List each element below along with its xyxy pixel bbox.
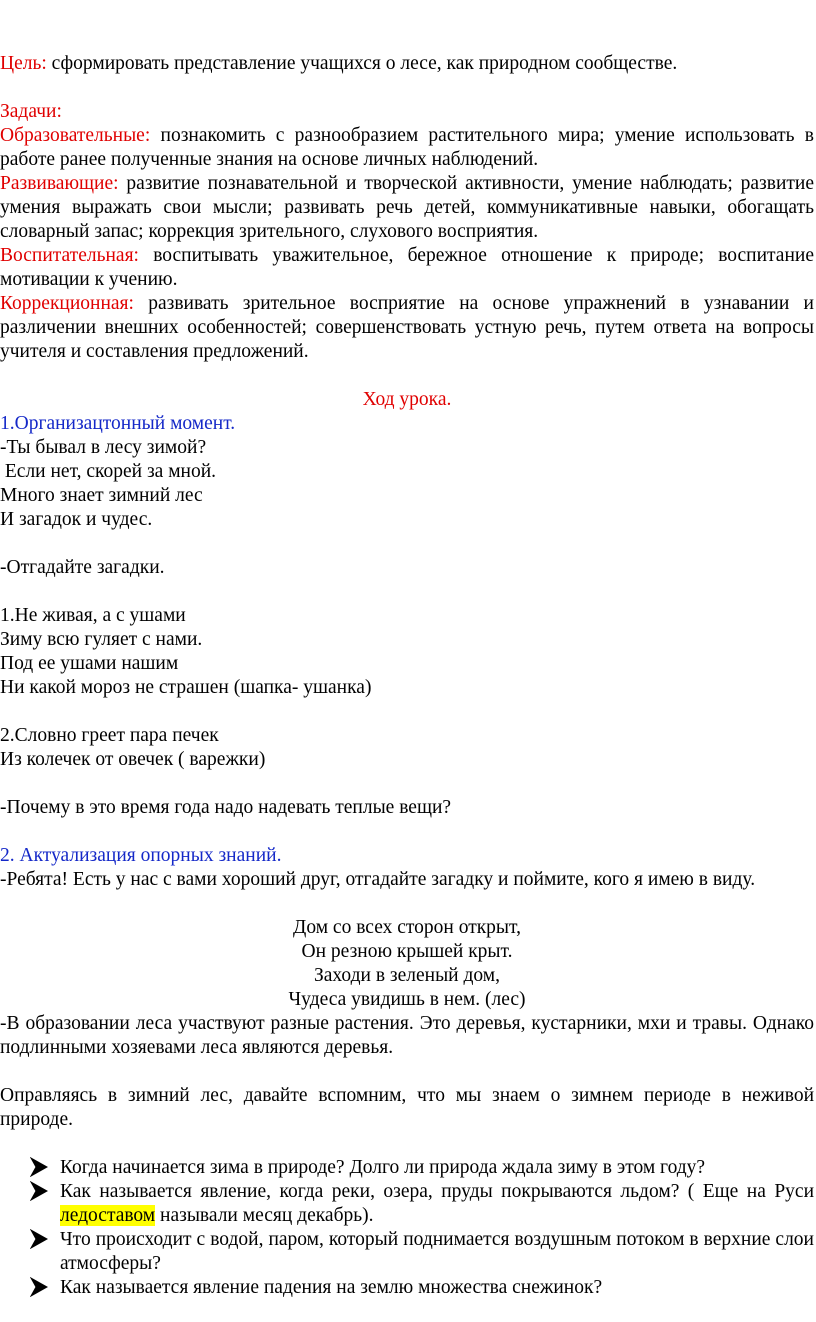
poem-line: -Ты бывал в лесу зимой? bbox=[0, 437, 207, 458]
section1-question: -Почему в это время года надо надевать теплые вещи? bbox=[0, 797, 452, 818]
arrow-bullet-icon bbox=[30, 1229, 48, 1249]
task-text: развивать зрительное восприятие на основе упражнений в узнавании и различении внешних особенностей; совершенствовать устную речь, путем ответа на вопросы учителя и составления предложений. bbox=[0, 293, 814, 362]
task-developing bbox=[0, 172, 814, 244]
highlighted-term: ледоставом bbox=[60, 1205, 156, 1226]
question-text: Как называется явление, когда реки, озера, пруды покрываются льдом? ( Еще на Руси bbox=[60, 1181, 814, 1202]
tasks-title: Задачи: bbox=[0, 101, 62, 122]
riddle1-line: Под ее ушами нашим bbox=[0, 653, 179, 674]
arrow-bullet-icon bbox=[30, 1277, 48, 1297]
task-correctional bbox=[0, 292, 814, 364]
riddle2-line: 2.Словно греет пара печек bbox=[0, 725, 219, 746]
goal-paragraph bbox=[0, 52, 814, 76]
poem-line: Если нет, скорей за мной. bbox=[0, 461, 217, 482]
forest-riddle-line: Дом со всех сторон открыт, bbox=[293, 917, 521, 938]
question-text: называли месяц декабрь). bbox=[155, 1205, 374, 1226]
question-item bbox=[0, 1228, 814, 1276]
riddles-intro: -Отгадайте загадки. bbox=[0, 557, 165, 578]
task-label: Образовательные: bbox=[0, 125, 151, 146]
section1-heading: 1.Организацтонный момент. bbox=[0, 413, 236, 434]
question-item bbox=[0, 1276, 814, 1300]
poem-line: Много знает зимний лес bbox=[0, 485, 203, 506]
poem-line: И загадок и чудес. bbox=[0, 509, 153, 530]
section2-heading: 2. Актуализация опорных знаний. bbox=[0, 845, 282, 866]
task-label: Развивающие: bbox=[0, 173, 119, 194]
task-educational bbox=[0, 124, 814, 172]
task-label: Коррекционная: bbox=[0, 293, 134, 314]
riddle2-line: Из колечек от овечек ( варежки) bbox=[0, 749, 266, 770]
lesson-title: Ход урока. bbox=[362, 389, 452, 410]
task-upbringing bbox=[0, 244, 814, 292]
forest-riddle-line: Заходи в зеленый дом, bbox=[313, 965, 501, 986]
arrow-bullet-icon bbox=[30, 1157, 48, 1177]
riddle1-line: Зиму всю гуляет с нами. bbox=[0, 629, 203, 650]
task-text: воспитывать уважительное, бережное отношение к природе; воспитание мотивации к учению. bbox=[0, 245, 814, 290]
goal-text: сформировать представление учащихся о лесе, как природном сообществе. bbox=[46, 53, 678, 74]
forest-text: -В образовании леса участвуют разные растения. Это деревья, кустарники, мхи и травы. Однако подлинными хозяевами леса являются деревья. bbox=[0, 1013, 814, 1058]
questions-list bbox=[0, 1156, 816, 1300]
goal-label: Цель: bbox=[0, 53, 47, 74]
arrow-bullet-icon bbox=[30, 1181, 48, 1201]
forest-riddle-line: Он резною крышей крыт. bbox=[301, 941, 513, 962]
riddle1-line: 1.Не живая, а с ушами bbox=[0, 605, 186, 626]
task-text: познакомить с разнообразием растительного мира; умение использовать в работе ранее полученные знания на основе личных наблюдений. bbox=[0, 125, 814, 170]
question-item bbox=[0, 1156, 814, 1180]
riddle1-line: Ни какой мороз не страшен (шапка- ушанка) bbox=[0, 677, 372, 698]
question-text: Как называется явление падения на землю множества снежинок? bbox=[60, 1277, 603, 1298]
forest-riddle-line: Чудеса увидишь в нем. (лес) bbox=[288, 989, 526, 1010]
task-text: развитие познавательной и творческой активности, умение наблюдать; развитие умения выражать свои мысли; развивать речь детей, коммуникативные навыки, обогащать словарный запас; коррекция зрительного, слухового восприятия. bbox=[0, 173, 814, 242]
question-item bbox=[0, 1180, 814, 1228]
question-text: Что происходит с водой, паром, который поднимается воздушным потоком в верхние слои атмосферы? bbox=[60, 1229, 814, 1274]
question-text: Когда начинается зима в природе? Долго ли природа ждала зиму в этом году? bbox=[60, 1157, 706, 1178]
task-label: Воспитательная: bbox=[0, 245, 139, 266]
section2-intro: -Ребята! Есть у нас с вами хороший друг, отгадайте загадку и поймите, кого я имею в виду. bbox=[0, 869, 756, 890]
winter-text: Оправляясь в зимний лес, давайте вспомним, что мы знаем о зимнем периоде в неживой природе. bbox=[0, 1085, 814, 1130]
